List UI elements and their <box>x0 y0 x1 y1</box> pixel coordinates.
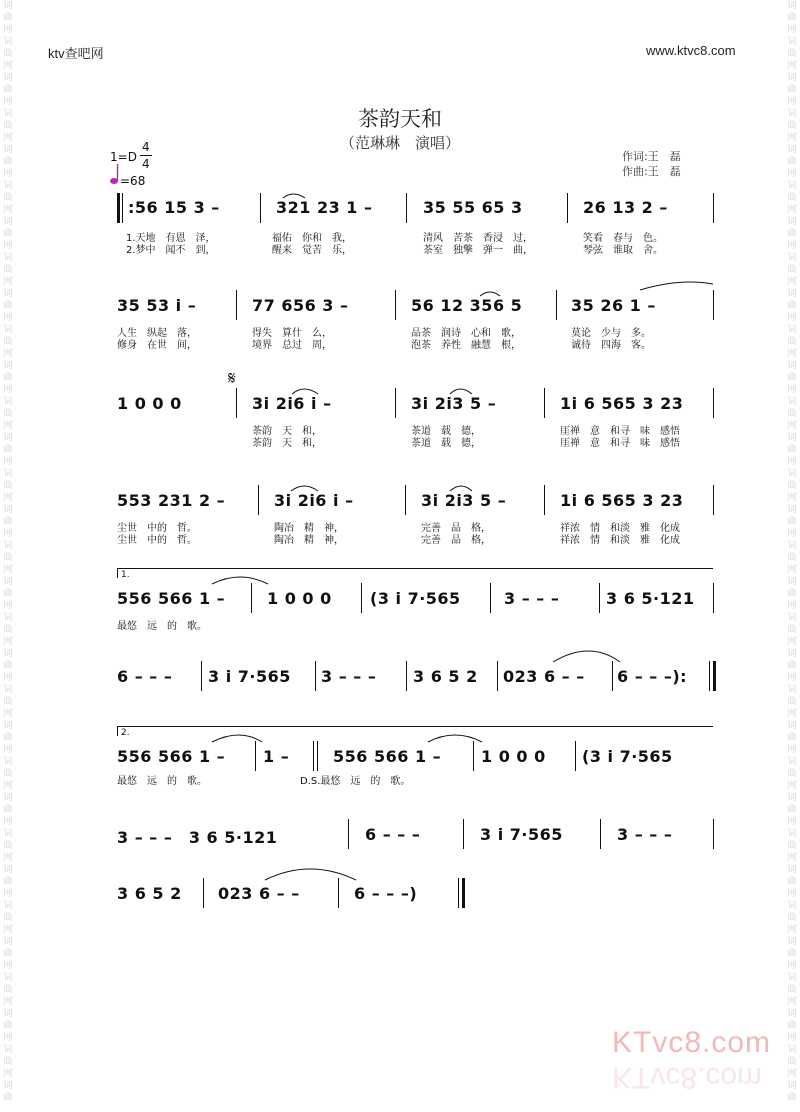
side-watermark-char: 网 <box>3 997 13 1007</box>
side-watermark-char: 曲 <box>787 157 797 167</box>
side-watermark-char: 网 <box>787 961 797 971</box>
side-watermark-char: 词 <box>3 217 13 227</box>
side-watermark-char: 词 <box>787 613 797 623</box>
measure: 553 231 2 – <box>117 491 226 510</box>
side-watermark-char: 词 <box>3 901 13 911</box>
side-watermark-char: 曲 <box>3 229 13 239</box>
meter-top: 4 <box>142 140 150 154</box>
side-watermark-char: 网 <box>787 853 797 863</box>
lyric: 尘世 中的 哲。 <box>117 535 197 546</box>
side-watermark-char: 词 <box>3 865 13 875</box>
measure: 556 566 1 – <box>333 747 442 766</box>
measure: 35 53 i – <box>117 296 197 315</box>
side-watermark-char: 词 <box>787 901 797 911</box>
side-watermark-char: 网 <box>787 277 797 287</box>
side-watermark-char: 网 <box>787 61 797 71</box>
side-watermark-char: 曲 <box>787 1021 797 1031</box>
side-watermark-char: 曲 <box>3 193 13 203</box>
measure: 3 – – – <box>321 667 377 686</box>
side-watermark-char: 曲 <box>787 409 797 419</box>
side-watermark-char: 网 <box>3 1069 13 1079</box>
side-watermark-char: 曲 <box>787 1057 797 1067</box>
composer-credit: 作曲:王 磊 <box>622 165 681 178</box>
side-watermark-char: 词 <box>787 109 797 119</box>
measure: 6 – – –): <box>617 667 688 686</box>
side-watermark-char: 网 <box>787 421 797 431</box>
lyric: 醒来 觉苦 乐， <box>272 245 352 256</box>
measure: 1 0 0 0 <box>267 589 332 608</box>
measure: 3 6 5·121 <box>606 589 695 608</box>
lyricist-credit: 作词:王 磊 <box>622 150 681 163</box>
side-watermark-char: 曲 <box>787 877 797 887</box>
side-watermark-char: 网 <box>3 745 13 755</box>
side-watermark-char: 曲 <box>3 769 13 779</box>
measure: 3i 2i6 i – <box>252 394 332 413</box>
measure: 1 0 0 0 <box>481 747 546 766</box>
side-watermark-char: 词 <box>3 181 13 191</box>
lyric: 尘世 中的 哲。 <box>117 523 197 534</box>
side-watermark-char: 曲 <box>3 301 13 311</box>
slur <box>450 486 472 491</box>
side-watermark-char: 曲 <box>3 733 13 743</box>
lyric: D.S.最悠 远 的 歌。 <box>300 776 411 787</box>
side-watermark-char: 曲 <box>3 409 13 419</box>
side-watermark-char: 曲 <box>787 697 797 707</box>
side-watermark-char: 网 <box>3 421 13 431</box>
slur <box>283 194 305 198</box>
side-watermark-char: 网 <box>3 25 13 35</box>
volta-number: 2. <box>121 728 130 738</box>
side-watermark-char: 词 <box>3 433 13 443</box>
side-watermark-char: 网 <box>787 817 797 827</box>
lyric: 2.梦中 闻不 到， <box>126 245 216 256</box>
key-signature: 1=D <box>110 150 137 164</box>
side-watermark-char: 词 <box>3 469 13 479</box>
side-watermark-char: 网 <box>787 565 797 575</box>
side-watermark-char: 曲 <box>3 481 13 491</box>
side-watermark-char: 网 <box>3 277 13 287</box>
lyric: 笑看 春与 色。 <box>583 233 663 244</box>
slur <box>212 735 262 742</box>
lyric: 厓禅 意 和寻 味 感悟 <box>560 426 680 437</box>
side-watermark-char: 词 <box>787 685 797 695</box>
side-watermark-char: 曲 <box>3 805 13 815</box>
side-watermark-char: 词 <box>787 145 797 155</box>
song-title: 茶韵天和 <box>358 107 442 131</box>
side-watermark-char: 曲 <box>787 733 797 743</box>
side-watermark-char: 词 <box>3 73 13 83</box>
side-watermark-char: 词 <box>787 433 797 443</box>
side-watermark-char: 网 <box>3 709 13 719</box>
side-watermark-char: 网 <box>787 745 797 755</box>
side-watermark-char: 曲 <box>3 1093 13 1103</box>
lyric: 福佑 你和 我， <box>272 233 352 244</box>
side-watermark-char: 曲 <box>787 769 797 779</box>
side-watermark-char: 词 <box>787 829 797 839</box>
side-watermark-char: 网 <box>3 241 13 251</box>
side-watermark-char: 曲 <box>787 13 797 23</box>
side-watermark-char: 词 <box>3 1 13 11</box>
side-watermark-char: 曲 <box>3 373 13 383</box>
side-watermark-char: 曲 <box>3 85 13 95</box>
side-watermark-char: 网 <box>3 601 13 611</box>
measure: 3 6 5 2 <box>117 884 182 903</box>
side-watermark-char: 网 <box>3 1033 13 1043</box>
side-watermark-char: 词 <box>787 865 797 875</box>
side-watermark-char: 词 <box>3 289 13 299</box>
side-watermark-char: 网 <box>3 961 13 971</box>
side-watermark-char: 曲 <box>3 445 13 455</box>
side-watermark-char: 词 <box>787 361 797 371</box>
side-watermark-char: 网 <box>3 817 13 827</box>
side-watermark-char: 曲 <box>787 337 797 347</box>
measure: 35 26 1 – <box>571 296 656 315</box>
side-watermark-char: 网 <box>3 889 13 899</box>
lyric: 茶韵 天 和， <box>252 438 322 449</box>
slur <box>212 577 268 584</box>
side-watermark-char: 词 <box>787 757 797 767</box>
side-watermark-char: 词 <box>787 505 797 515</box>
side-watermark-char: 网 <box>3 169 13 179</box>
lyric: 泡茶 养性 融慧 根， <box>411 340 521 351</box>
side-watermark-char: 词 <box>3 145 13 155</box>
side-watermark-char: 词 <box>787 217 797 227</box>
measure: 556 566 1 – <box>117 589 226 608</box>
side-watermark-char: 词 <box>787 973 797 983</box>
lyric: 莫论 少与 多。 <box>571 328 651 339</box>
lyric: 完善 品 格， <box>421 523 491 534</box>
side-watermark-char: 曲 <box>3 913 13 923</box>
side-watermark-char: 曲 <box>3 949 13 959</box>
side-watermark-char: 曲 <box>3 553 13 563</box>
measure: 6 – – – <box>117 667 173 686</box>
slur <box>480 292 500 296</box>
side-watermark-char: 曲 <box>787 553 797 563</box>
side-watermark-char: 词 <box>787 1045 797 1055</box>
side-watermark-char: 词 <box>3 109 13 119</box>
side-watermark-char: 网 <box>787 1033 797 1043</box>
side-watermark-char: 词 <box>787 1081 797 1091</box>
lyric: 茶道 载 德， <box>411 426 481 437</box>
side-watermark-char: 曲 <box>787 625 797 635</box>
side-watermark-char: 网 <box>3 61 13 71</box>
side-watermark-char: 网 <box>787 349 797 359</box>
lyric: 陶冶 精 神， <box>274 535 344 546</box>
side-watermark-char: 曲 <box>787 517 797 527</box>
tempo: =68 <box>120 174 146 188</box>
side-watermark-char: 曲 <box>3 877 13 887</box>
measure: 023 6 – – <box>503 667 585 686</box>
side-watermark-char: 网 <box>787 709 797 719</box>
side-watermark-char: 词 <box>787 289 797 299</box>
side-watermark-char: 网 <box>3 565 13 575</box>
side-watermark-char: 词 <box>787 37 797 47</box>
side-watermark-char: 词 <box>3 685 13 695</box>
measure: (3 i 7·565 <box>582 747 673 766</box>
side-watermark-char: 曲 <box>787 265 797 275</box>
measure: 3 – – – 3 6 5·121 <box>117 828 278 847</box>
slur <box>292 389 318 394</box>
side-watermark-char: 网 <box>787 889 797 899</box>
side-watermark-char: 词 <box>3 397 13 407</box>
side-watermark-char: 词 <box>787 937 797 947</box>
side-watermark-char: 词 <box>787 253 797 263</box>
side-watermark-char: 词 <box>787 577 797 587</box>
side-watermark-char: 词 <box>787 649 797 659</box>
side-watermark-char: 曲 <box>3 697 13 707</box>
side-watermark-char: 词 <box>3 253 13 263</box>
lyric: 诚待 四海 客。 <box>571 340 651 351</box>
site-watermark-reflection: KTvc8.com <box>612 1061 763 1094</box>
side-watermark-char: 词 <box>787 1 797 11</box>
side-watermark-char: 曲 <box>3 49 13 59</box>
side-watermark-char: 词 <box>3 577 13 587</box>
side-watermark-char: 词 <box>3 1045 13 1055</box>
side-watermark-char: 曲 <box>787 85 797 95</box>
side-watermark-char: 曲 <box>3 13 13 23</box>
side-watermark-char: 曲 <box>3 1057 13 1067</box>
side-watermark-char: 网 <box>787 25 797 35</box>
lyric: 琴弦 谁取 舍。 <box>583 245 663 256</box>
side-watermark-char: 网 <box>3 313 13 323</box>
measure: :56 15 3 – <box>128 198 220 217</box>
side-watermark-char: 词 <box>787 181 797 191</box>
side-watermark-char: 曲 <box>787 985 797 995</box>
side-watermark-char: 曲 <box>3 841 13 851</box>
meter-bottom: 4 <box>142 157 150 171</box>
measure: 6 – – –) <box>354 884 418 903</box>
site-watermark: KTvc8.com <box>612 1026 772 1059</box>
side-watermark-char: 曲 <box>787 49 797 59</box>
lyric: 得失 算什 么， <box>252 328 332 339</box>
side-watermark-char: 词 <box>3 325 13 335</box>
side-watermark-char: 网 <box>3 457 13 467</box>
side-watermark-char: 曲 <box>3 157 13 167</box>
measure: 023 6 – – <box>218 884 300 903</box>
measure: 6 – – – <box>365 825 421 844</box>
measure: 3i 2i3 5 – <box>411 394 497 413</box>
side-watermark-char: 曲 <box>787 481 797 491</box>
lyric: 修身 在世 间， <box>117 340 197 351</box>
measure: 3 i 7·565 <box>208 667 291 686</box>
lyric: 境界 总过 周， <box>252 340 332 351</box>
lyric: 最悠 远 的 歌。 <box>117 776 207 787</box>
side-watermark-char: 词 <box>3 37 13 47</box>
side-watermark-char: 网 <box>3 349 13 359</box>
side-watermark-char: 曲 <box>3 589 13 599</box>
side-watermark-char: 曲 <box>3 625 13 635</box>
side-watermark-char: 网 <box>3 205 13 215</box>
slur <box>450 389 472 394</box>
lyric: 人生 纵起 落， <box>117 328 197 339</box>
side-watermark-char: 网 <box>3 385 13 395</box>
side-watermark-char: 曲 <box>787 1093 797 1103</box>
side-watermark-char: 网 <box>787 637 797 647</box>
side-watermark-char: 网 <box>3 493 13 503</box>
side-watermark-char: 网 <box>787 529 797 539</box>
side-watermark-char: 网 <box>787 241 797 251</box>
side-watermark-char: 曲 <box>787 373 797 383</box>
lyric: 完善 品 格， <box>421 535 491 546</box>
measure: 3i 2i3 5 – <box>421 491 507 510</box>
side-watermark-char: 词 <box>3 937 13 947</box>
side-watermark-char: 词 <box>787 469 797 479</box>
side-watermark-char: 词 <box>787 793 797 803</box>
side-watermark-char: 网 <box>787 781 797 791</box>
measure: 3 – – – <box>617 825 673 844</box>
slur <box>428 735 482 742</box>
side-watermark-char: 曲 <box>787 229 797 239</box>
segno-icon: 𝄋 <box>228 368 236 389</box>
side-watermark-char: 词 <box>787 397 797 407</box>
lyric: 1.天地 有恩 泽， <box>126 233 216 244</box>
side-watermark-char: 曲 <box>787 841 797 851</box>
side-watermark-char: 词 <box>787 541 797 551</box>
side-watermark-char: 词 <box>3 721 13 731</box>
site-name-left: ktv查吧网 <box>48 46 104 61</box>
side-watermark-char: 词 <box>3 649 13 659</box>
measure: 26 13 2 – <box>583 198 668 217</box>
side-watermark-char: 词 <box>787 721 797 731</box>
measure: 3 i 7·565 <box>480 825 563 844</box>
side-watermark-char: 网 <box>787 673 797 683</box>
side-watermark-char: 词 <box>3 757 13 767</box>
side-watermark-char: 词 <box>787 1009 797 1019</box>
lyric: 祥浓 情 和淡 雅 化成 <box>560 535 680 546</box>
measure: 3 6 5 2 <box>413 667 478 686</box>
side-watermark-char: 曲 <box>787 193 797 203</box>
side-watermark-char: 网 <box>787 385 797 395</box>
side-watermark-char: 网 <box>3 925 13 935</box>
measure: 56 12 356 5 <box>411 296 523 315</box>
side-watermark-char: 曲 <box>787 589 797 599</box>
side-watermark-char: 词 <box>3 613 13 623</box>
measure: 321 23 1 – <box>276 198 373 217</box>
side-watermark-char: 词 <box>787 73 797 83</box>
lyric: 茶室 独擎 弹一 曲， <box>423 245 533 256</box>
side-watermark-char: 网 <box>787 601 797 611</box>
measure: (3 i 7·565 <box>370 589 461 608</box>
side-watermark-char: 曲 <box>3 985 13 995</box>
slur <box>291 486 318 491</box>
side-watermark-char: 曲 <box>787 121 797 131</box>
side-watermark-char: 词 <box>787 325 797 335</box>
side-watermark-char: 网 <box>787 997 797 1007</box>
measure: 1i 6 565 3 23 <box>560 491 684 510</box>
side-watermark-char: 曲 <box>787 445 797 455</box>
lyric: 茶韵 天 和， <box>252 426 322 437</box>
side-watermark-char: 曲 <box>787 661 797 671</box>
side-watermark-char: 网 <box>3 853 13 863</box>
side-watermark-char: 曲 <box>787 949 797 959</box>
side-watermark-char: 网 <box>787 133 797 143</box>
side-watermark-char: 词 <box>3 361 13 371</box>
lyric: 最悠 远 的 歌。 <box>117 621 207 632</box>
measure: 1 0 0 0 <box>117 394 182 413</box>
side-watermark-char: 网 <box>3 637 13 647</box>
volta-number: 1. <box>121 570 130 580</box>
side-watermark-char: 网 <box>3 673 13 683</box>
side-watermark-char: 网 <box>3 97 13 107</box>
measure: 35 55 65 3 <box>423 198 523 217</box>
side-watermark-char: 曲 <box>787 805 797 815</box>
side-watermark-char: 词 <box>3 973 13 983</box>
side-watermark-char: 网 <box>3 781 13 791</box>
measure: 1i 6 565 3 23 <box>560 394 684 413</box>
side-watermark-char: 词 <box>3 505 13 515</box>
side-watermark-char: 网 <box>787 1069 797 1079</box>
side-watermark-char: 网 <box>787 457 797 467</box>
lyric: 茶道 载 德， <box>411 438 481 449</box>
side-watermark-char: 词 <box>3 541 13 551</box>
side-watermark-char: 曲 <box>3 661 13 671</box>
side-watermark-char: 曲 <box>3 517 13 527</box>
measure: 556 566 1 – <box>117 747 226 766</box>
measure: 77 656 3 – <box>252 296 349 315</box>
side-watermark-char: 词 <box>3 1081 13 1091</box>
side-watermark-char: 网 <box>3 133 13 143</box>
side-watermark-char: 网 <box>3 529 13 539</box>
lyric: 祥浓 情 和淡 雅 化成 <box>560 523 680 534</box>
side-watermark-char: 曲 <box>3 265 13 275</box>
side-watermark-char: 词 <box>3 829 13 839</box>
lyric: 品茶 润诗 心和 歌， <box>411 328 521 339</box>
side-watermark-char: 曲 <box>3 121 13 131</box>
side-watermark-char: 曲 <box>787 301 797 311</box>
side-watermark-char: 词 <box>3 793 13 803</box>
measure: 3i 2i6 i – <box>274 491 354 510</box>
measure: 1 – <box>263 747 290 766</box>
side-watermark-char: 网 <box>787 925 797 935</box>
slur <box>640 282 713 290</box>
song-subtitle: （范琳琳 演唱） <box>339 134 460 152</box>
slur <box>265 869 356 880</box>
side-watermark-char: 网 <box>787 205 797 215</box>
lyric: 厓禅 意 和寻 味 感悟 <box>560 438 680 449</box>
side-watermark-char: 网 <box>787 97 797 107</box>
slur <box>553 651 620 662</box>
side-watermark-char: 曲 <box>787 913 797 923</box>
side-watermark-char: 网 <box>787 313 797 323</box>
side-watermark-char: 网 <box>787 169 797 179</box>
site-url-right: www.ktvc8.com <box>646 43 736 58</box>
side-watermark-char: 曲 <box>3 337 13 347</box>
side-watermark-char: 曲 <box>3 1021 13 1031</box>
side-watermark-char: 网 <box>787 493 797 503</box>
measure: 3 – – – <box>504 589 560 608</box>
lyric: 清风 苦茶 香浸 过， <box>423 233 533 244</box>
side-watermark-char: 词 <box>3 1009 13 1019</box>
lyric: 陶冶 精 神， <box>274 523 344 534</box>
